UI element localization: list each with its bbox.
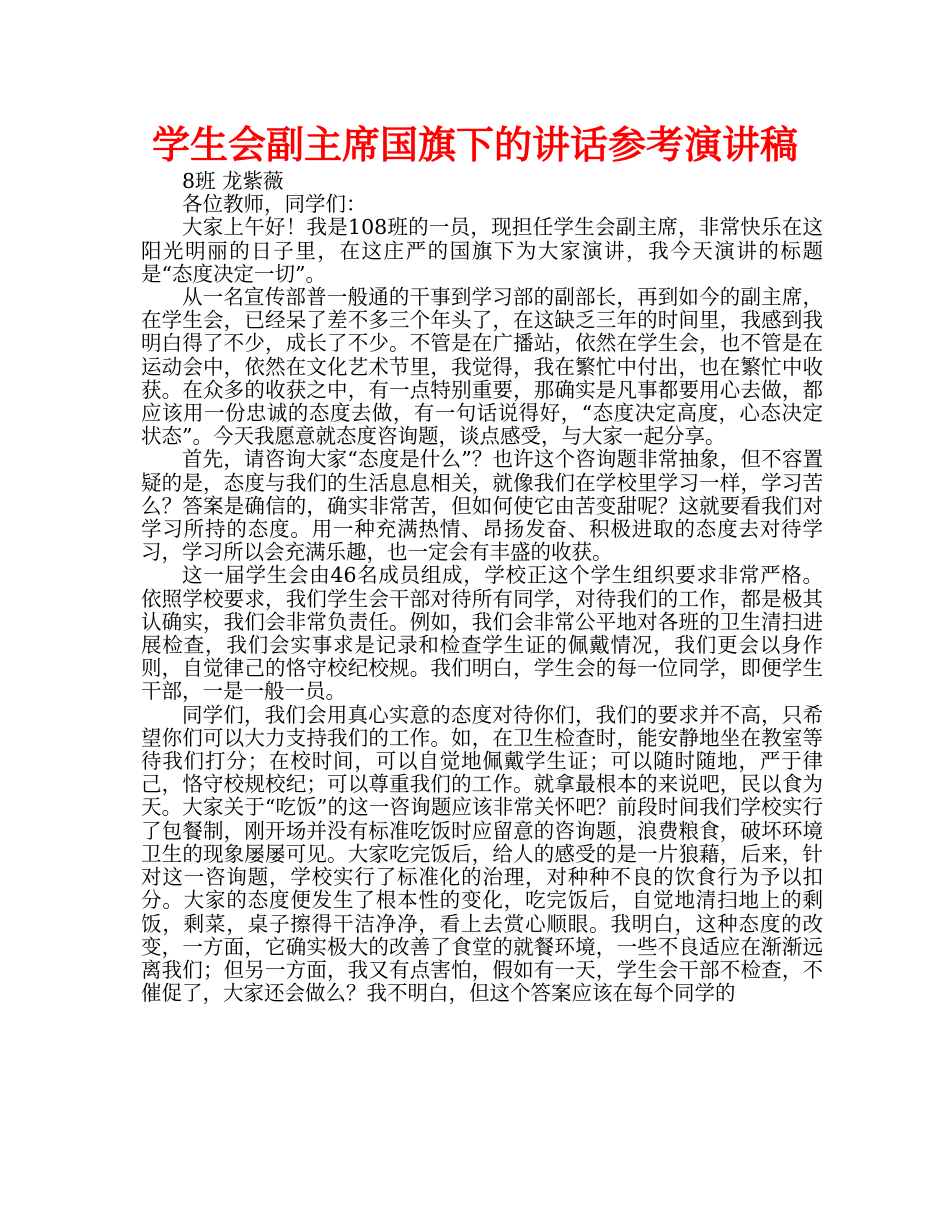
document-body [141, 170, 823, 1005]
author-line: 8班 龙紫薇 [182, 169, 284, 193]
greeting: 各位教师，同学们： [182, 192, 367, 217]
paragraph: 同学们，我们会用真心实意的态度对待你们，我们的要求并不高，只希望你们可以大力支持我们的工作。如，在卫生检查时，能安静地坐在教室等待我们打分；在校时间，可以自觉地佩戴学生证；可以随时随地，严于律己，恪守校规校纪；可以尊重我们的工作。就拿最根本的来说吧，民以食为天。大家关于“吃饭”的这一咨询题应该非常关怀吧？前段时间我们学校实行了包餐制，刚开场并没有标准吃饭时应留意的咨询题，浪费粮食，破坏环境卫生的现象屡屡可见。大家吃完饭后，给人的感受的是一片狼藉，后来，针对这一咨询题，学校实行了标准化的治理，对种种不良的饮食行为予以扣分。大家的态度便发生了根本性的变化，吃完饭后，自觉地清扫地上的剩饭，剩菜，桌子擦得干洁净净，看上去赏心顺眼。我明白，这种态度的改变，一方面，它确实极大的改善了食堂的就餐环境，一些不良适应在渐渐远离我们；但另一方面，我又有点害怕，假如有一天，学生会干部不检查，不催促了，大家还会做么？我不明白，但这个答案应该在每个同学的 [141, 702, 823, 1006]
paragraph: 大家上午好！我是108班的一员，现担任学生会副主席，非常快乐在这阳光明丽的日子里，在这庄严的国旗下为大家演讲，我今天演讲的标题是“态度决定一切”。 [141, 215, 823, 286]
paragraph: 这一届学生会由46名成员组成，学校正这个学生组织要求非常严格。依照学校要求，我们学生会干部对待所有同学，对待我们的工作，都是极其认确实，我们会非常负责任。例如，我们会非常公平地对各班的卫生清扫进展检查，我们会实事求是记录和检查学生证的佩戴情况，我们更会以身作则，自觉律己的恪守校纪校规。我们明白，学生会的每一位同学，即便学生干部，一是一般一员。 [141, 563, 823, 704]
paragraph: 从一名宣传部普一般通的干事到学习部的副部长，再到如今的副主席，在学生会，已经呆了差不多三个年头了，在这缺乏三年的时间里，我感到我明白得了不少，成长了不少。不管是在广播站，依然在学生会，也不管是在运动会中，依然在文化艺术节里，我觉得，我在繁忙中付出，也在繁忙中收获。在众多的收获之中，有一点特别重要，那确实是凡事都要用心去做，都应该用一份忠诚的态度去做，有一句话说得好，“态度决定高度，心态决定状态”。今天我愿意就态度咨询题，谈点感受，与大家一起分享。 [141, 285, 823, 449]
paragraph: 首先，请咨询大家“态度是什么”？也许这个咨询题非常抽象，但不容置疑的是，态度与我们的生活息息相关，就像我们在学校里学习一样，学习苦么？答案是确信的，确实非常苦，但如何使它由苦变甜呢？这就要看我们对学习所持的态度。用一种充满热情、昂扬发奋、积极进取的态度去对待学习，学习所以会充满乐趣，也一定会有丰盛的收获。 [141, 447, 823, 565]
document-title: 学生会副主席国旗下的讲话参考演讲稿 [151, 123, 798, 167]
